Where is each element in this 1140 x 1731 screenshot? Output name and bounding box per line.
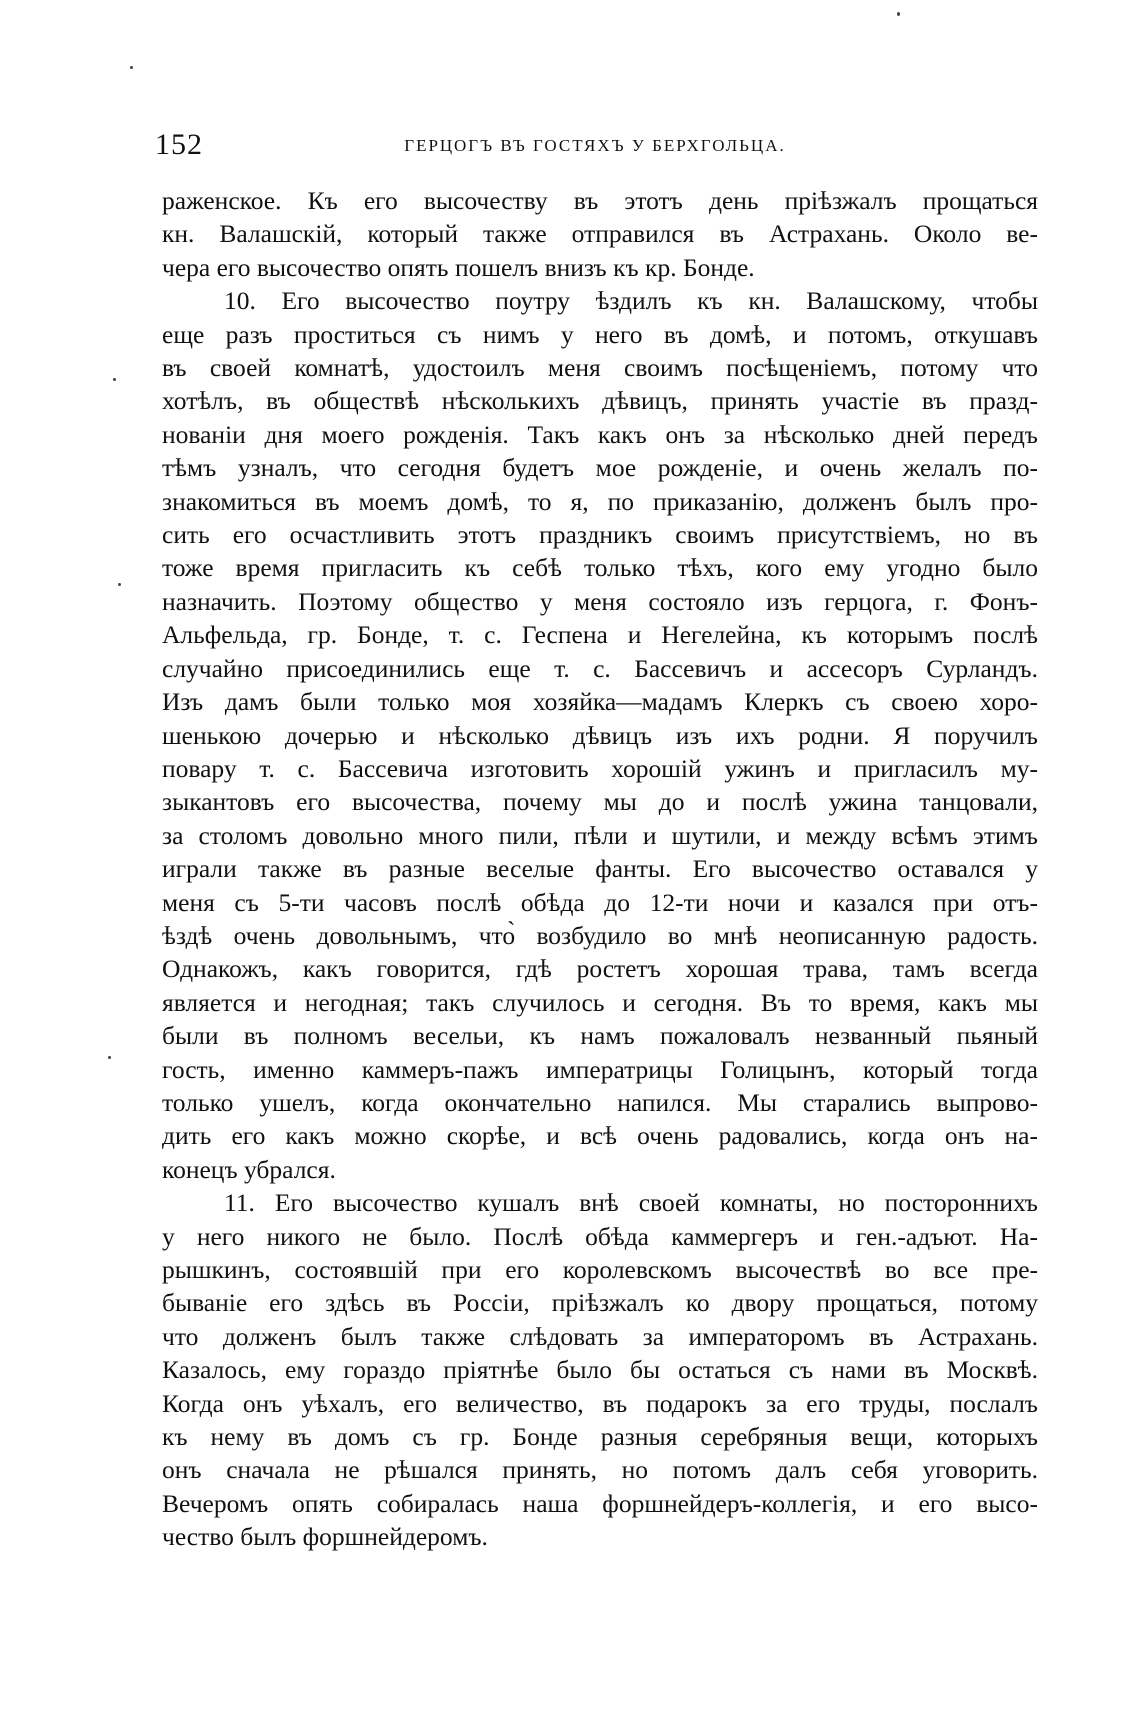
- text-line: за столомъ довольно много пили, пѣли и шутили, и между всѣмъ этимъ: [162, 820, 1038, 850]
- text-line: онъ сначала не рѣшался принять, но потомъ далъ себя уговорить.: [162, 1455, 1038, 1485]
- text-line: Изъ дамъ были только моя хозяйка—мадамъ Клеркъ съ своею хоро-: [162, 687, 1038, 717]
- text-line: у него никого не было. Послѣ обѣда каммергеръ и ген.-адъют. На-: [162, 1221, 1038, 1251]
- text-line: что долженъ былъ также слѣдовать за императоромъ въ Астрахань.: [162, 1321, 1038, 1351]
- text-line: тоже время пригласить къ себѣ только тѣхъ, кого ему угодно было: [162, 553, 1038, 583]
- scan-speck: [118, 583, 121, 586]
- text-line: меня съ 5-ти часовъ послѣ обѣда до 12-ти ночи и казался при отъ-: [162, 887, 1038, 917]
- text-line: 10. Его высочество поутру ѣздилъ къ кн. Валашскому, чтобы: [224, 286, 1038, 316]
- text-line: конецъ убрался.: [162, 1154, 336, 1184]
- paragraph: [162, 184, 1038, 284]
- text-line: знакомиться въ моемъ домѣ, то я, по приказанію, долженъ былъ про-: [162, 486, 1038, 516]
- text-line: чество былъ форшнейдеромъ.: [162, 1522, 488, 1552]
- text-line: Казалось, ему гораздо пріятнѣе было бы остаться съ нами въ Москвѣ.: [162, 1355, 1038, 1385]
- text-line: раженское. Къ его высочеству въ этотъ день пріѣзжалъ прощаться: [162, 186, 1038, 215]
- text-line: Альфельда, гр. Бонде, т. с. Геспена и Негелейна, къ которымъ послѣ: [162, 620, 1038, 650]
- text-line: нованіи дня моего рожденія. Такъ какъ онъ за нѣсколько дней передъ: [162, 419, 1038, 449]
- text-line: зыкантовъ его высочества, почему мы до и послѣ ужина танцовали,: [162, 787, 1038, 817]
- text-line: были въ полномъ весельи, къ намъ пожаловалъ незванный пьяный: [162, 1021, 1038, 1051]
- scan-speck: [897, 12, 900, 16]
- page-number: 152: [155, 128, 203, 161]
- running-title: ГЕРЦОГЪ ВЪ ГОСТЯХЪ У БЕРХГОЛЬЦА.: [404, 136, 786, 155]
- text-line: является и негодная; такъ случилось и сегодня. Въ то время, какъ мы: [162, 987, 1038, 1017]
- text-line: тѣмъ узналъ, что сегодня будетъ мое рожденіе, и очень желалъ по-: [162, 453, 1038, 483]
- text-line: къ нему въ домъ съ гр. Бонде разныя серебряныя вещи, которыхъ: [162, 1422, 1038, 1452]
- text-line: Когда онъ уѣхалъ, его величество, въ подарокъ за его труды, послалъ: [162, 1388, 1038, 1418]
- text-line: кн. Валашскій, который также отправился въ Астрахань. Около ве-: [162, 219, 1038, 249]
- text-line: бываніе его здѣсь въ Россіи, пріѣзжалъ ко двору прощаться, потому: [162, 1288, 1038, 1318]
- text-line: играли также въ разные веселые фанты. Его высочество оставался у: [162, 854, 1038, 884]
- text-line: гость, именно каммеръ-пажъ императрицы Голицынъ, который тогда: [162, 1054, 1038, 1084]
- text-line: сить его осчастливить этотъ праздникъ своимъ присутствіемъ, но въ: [162, 520, 1038, 550]
- text-line: рышкинъ, состоявшій при его королевскомъ высочествѣ во все пре-: [162, 1255, 1038, 1284]
- text-line: Вечеромъ опять собиралась наша форшнейдеръ-коллегія, и его высо-: [162, 1488, 1038, 1518]
- text-line: чера его высочество опять пошелъ внизъ къ кр. Бонде.: [162, 252, 755, 282]
- text-line: ѣздѣ очень довольнымъ, что̀ возбудило во мнѣ неописанную радость.: [162, 920, 1038, 950]
- text-line: шенькою дочерью и нѣсколько дѣвицъ изъ ихъ родни. Я поручилъ: [162, 720, 1038, 750]
- paragraph: [162, 1186, 1038, 1553]
- text-line: только ушелъ, когда окончательно напился. Мы старались выпрово-: [162, 1087, 1038, 1117]
- text-line: въ своей комнатѣ, удостоилъ меня своимъ посѣщеніемъ, потому что: [162, 353, 1038, 383]
- scan-speck: [130, 66, 133, 69]
- running-head: [155, 128, 1035, 168]
- text-line: назначить. Поэтому общество у меня состояло изъ герцога, г. Фонъ-: [162, 586, 1038, 616]
- text-line: Однакожъ, какъ говорится, гдѣ ростетъ хорошая трава, тамъ всегда: [162, 954, 1038, 984]
- scan-speck: [113, 378, 116, 381]
- text-line: дить его какъ можно скорѣе, и всѣ очень радовались, когда онъ на-: [162, 1121, 1038, 1151]
- text-line: 11. Его высочество кушалъ внѣ своей комнаты, но постороннихъ: [224, 1188, 1038, 1218]
- body-text: [162, 184, 1038, 1554]
- text-line: случайно присоединились еще т. с. Бассевичъ и ассесоръ Сурландъ.: [162, 653, 1038, 683]
- text-line: хотѣлъ, въ обществѣ нѣсколькихъ дѣвицъ, принять участіе въ празд-: [162, 386, 1038, 416]
- text-line: повару т. с. Бассевича изготовить хорошій ужинъ и пригласилъ му-: [162, 753, 1038, 783]
- scan-speck: [108, 1056, 111, 1059]
- paragraph: [162, 284, 1038, 1186]
- text-line: еще разъ проститься съ нимъ у него въ домѣ, и потомъ, откушавъ: [162, 319, 1038, 349]
